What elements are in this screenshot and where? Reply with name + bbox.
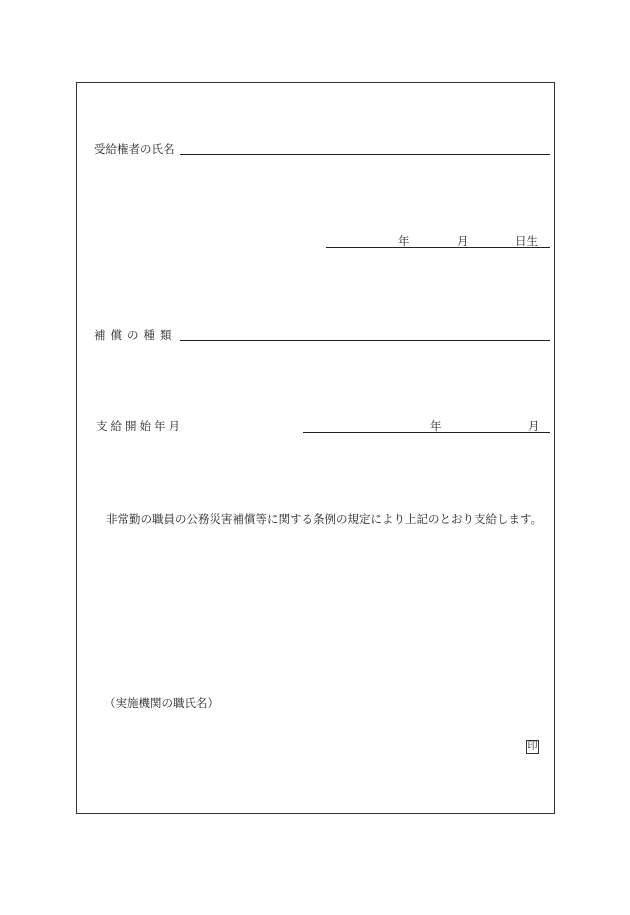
agency-label: （実施機関の職氏名）	[104, 696, 219, 710]
start-month-label: 月	[528, 419, 540, 433]
payment-start-label: 支給開始年月	[96, 419, 183, 433]
birth-month-label: 月	[457, 234, 469, 248]
start-year-label: 年	[430, 419, 442, 433]
compensation-type-label: 補償の種類	[94, 328, 177, 342]
birth-year-label: 年	[398, 234, 410, 248]
seal-mark: 印	[527, 741, 538, 752]
birth-day-label: 日生	[515, 234, 538, 248]
recipient-name-label: 受給権者の氏名	[94, 142, 175, 156]
compensation-type-line[interactable]	[180, 340, 550, 341]
recipient-name-line[interactable]	[180, 154, 550, 155]
payment-start-line[interactable]	[303, 432, 550, 433]
payment-statement: 非常勤の職員の公務災害補償等に関する条例の規定により上記のとおり支給します。	[106, 512, 543, 526]
birth-date-line[interactable]	[326, 247, 550, 248]
